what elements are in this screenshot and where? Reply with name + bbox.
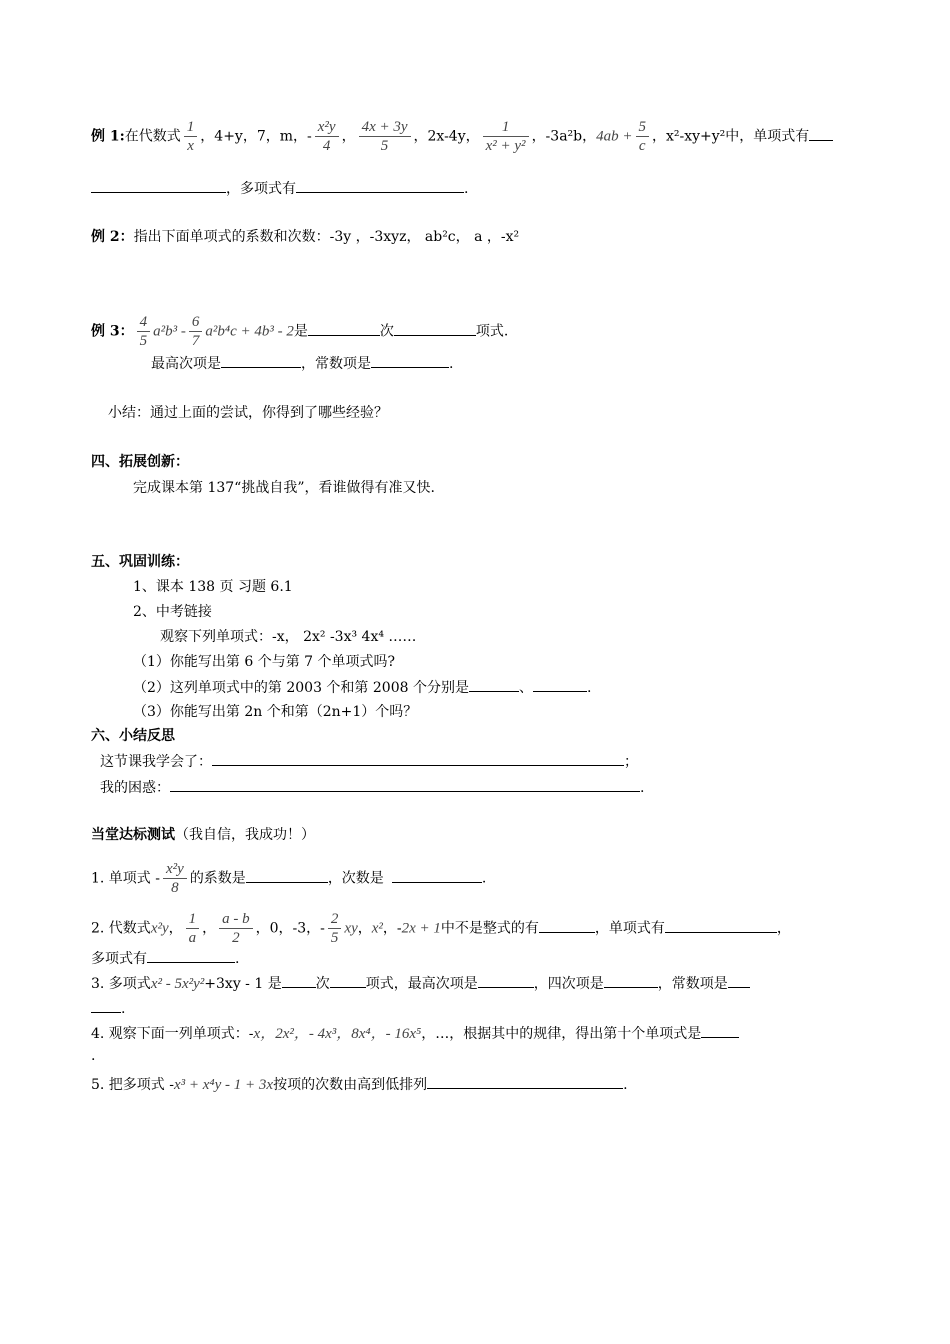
reflection-confusion: [100, 777, 644, 798]
numerator: 4: [137, 313, 151, 332]
numerator: x²y: [163, 860, 187, 879]
text: ，: [168, 920, 183, 937]
test-question-2: [91, 910, 791, 947]
text: 次: [315, 976, 330, 992]
denominator: c: [638, 138, 646, 154]
test-question-1: [91, 860, 486, 897]
text: ，x²-xy+y²中，单项式有: [652, 128, 810, 145]
text: ，: [341, 128, 356, 145]
answer-blank[interactable]: [91, 178, 226, 193]
text: 这节课我学会了：: [100, 754, 212, 770]
text: ，: [202, 920, 217, 937]
answer-blank[interactable]: [170, 777, 640, 792]
fraction: [315, 118, 339, 155]
math-expression: x²y: [150, 920, 169, 937]
numerator: 2: [328, 910, 342, 929]
text: ，: [776, 920, 791, 937]
answer-blank[interactable]: [330, 973, 366, 988]
text: .: [449, 356, 454, 372]
example-1-label: 例 1:: [91, 128, 125, 145]
fraction: [137, 313, 151, 350]
numerator: 4x + 3y: [359, 118, 411, 137]
denominator: 7: [191, 333, 200, 349]
example-3-label: 例 3：: [91, 323, 134, 340]
text: 在代数式: [124, 128, 181, 145]
numerator: 5: [636, 118, 650, 137]
reflection-learned: [100, 751, 638, 772]
denominator: 5: [380, 138, 389, 154]
numerator: 1: [483, 118, 529, 137]
math-expression: x³ + x⁴y - 1 + 3x: [174, 1077, 274, 1093]
test-question-2-line2: [91, 948, 239, 969]
fraction: [636, 118, 650, 155]
denominator: 5: [330, 930, 339, 946]
example-2-text: 指出下面单项式的系数和次数：-3y ，-3xyz， ab²c， a ，-x²: [133, 229, 520, 245]
text: ，-3a²b，: [531, 128, 597, 145]
numerator: 1: [186, 910, 200, 929]
answer-blank[interactable]: [221, 353, 301, 368]
text: 项式.: [475, 323, 509, 340]
text: ，-: [382, 920, 402, 937]
answer-blank[interactable]: [394, 321, 476, 336]
section-4-text: 完成课本第 137“挑战自我”，看谁做得有准又快.: [133, 480, 435, 496]
text: ，常数项是: [301, 356, 371, 372]
fraction: [359, 118, 411, 155]
text: ，四次项是: [533, 976, 604, 992]
text: 4. 观察下面一列单项式：-: [91, 1026, 254, 1042]
answer-blank[interactable]: [469, 677, 519, 692]
example-3-line1: [91, 313, 508, 350]
section-5-question-2: [133, 677, 591, 698]
text: ，常数项是: [657, 976, 728, 992]
example-2-label: 例 2：: [91, 229, 134, 245]
section-4-title: 四、拓展创新：: [91, 454, 189, 470]
fraction: [328, 910, 342, 947]
text: 我的困惑：: [100, 780, 170, 796]
fraction: [163, 860, 187, 897]
text: 当堂达标测试: [91, 827, 175, 843]
section-5-title: 五、巩固训练：: [91, 554, 189, 570]
math-expression: x²: [371, 920, 383, 937]
text: 多项式有: [91, 951, 147, 967]
text: 5. 把多项式 -: [91, 1077, 174, 1093]
denominator: 2: [232, 930, 240, 946]
math-expression: 2x + 1: [401, 920, 441, 937]
test-question-3: [91, 973, 750, 994]
text: -: [307, 128, 312, 145]
answer-blank[interactable]: [371, 353, 449, 368]
text: ，多项式有: [226, 181, 296, 197]
denominator: a: [188, 930, 197, 946]
section-6-title: 六、小结反思: [91, 728, 175, 744]
answer-blank[interactable]: [91, 998, 121, 1013]
text: ，单项式有: [594, 920, 665, 937]
answer-blank[interactable]: [701, 1023, 739, 1038]
text: 2. 代数式: [91, 920, 151, 937]
answer-blank[interactable]: [809, 126, 833, 141]
text: 按项的次数由高到低排列: [273, 1077, 428, 1093]
answer-blank[interactable]: [728, 973, 750, 988]
answer-blank[interactable]: [665, 918, 777, 933]
text: 中不是整式的有: [440, 920, 539, 937]
answer-blank[interactable]: [392, 868, 482, 883]
fraction: [189, 313, 203, 350]
fraction: [184, 118, 198, 155]
text: ，次数是: [327, 870, 384, 887]
text: .: [623, 1077, 628, 1093]
answer-blank[interactable]: [427, 1074, 623, 1089]
text: .: [121, 1001, 126, 1017]
text: ；: [624, 754, 638, 770]
text: ，4+y，7，m，: [200, 128, 308, 145]
text: .: [481, 870, 487, 887]
example-1-line1: [91, 118, 833, 155]
text: 是: [293, 323, 308, 340]
text: .: [464, 181, 469, 197]
numerator: a - b: [219, 910, 253, 929]
text: ，: [357, 920, 372, 937]
denominator: x² + y²: [485, 138, 526, 154]
math-expression: xy: [344, 920, 358, 937]
text: 3. 多项式: [91, 976, 151, 992]
answer-blank[interactable]: [604, 973, 658, 988]
text: .: [640, 780, 645, 796]
section-5-item-2: 2、中考链接: [133, 604, 212, 620]
answer-blank[interactable]: [212, 751, 624, 766]
fraction: [219, 910, 253, 947]
fraction: [483, 118, 529, 155]
text: 的系数是: [189, 870, 246, 887]
test-question-5: [91, 1074, 628, 1095]
denominator: 5: [139, 333, 148, 349]
test-question-4-line2: .: [91, 1048, 96, 1064]
answer-blank[interactable]: [539, 918, 595, 933]
fraction: [186, 910, 200, 947]
math-expression: x，2x²，- 4x³，8x⁴，- 16x⁵: [253, 1026, 422, 1042]
numerator: x²y: [315, 118, 339, 137]
text: .: [586, 680, 592, 696]
answer-blank[interactable]: [296, 178, 464, 193]
text: 、: [518, 680, 533, 696]
example-3-line2: [151, 353, 453, 374]
answer-blank[interactable]: [282, 973, 316, 988]
answer-blank[interactable]: [246, 868, 328, 883]
answer-blank[interactable]: [147, 948, 235, 963]
text: 最高次项是: [151, 356, 221, 372]
numerator: 6: [189, 313, 203, 332]
numerator: 1: [184, 118, 198, 137]
answer-blank[interactable]: [533, 677, 587, 692]
math-expression: a²b³ -: [153, 323, 186, 340]
test-question-4: [91, 1023, 739, 1044]
math-expression: a²b⁴c + 4b³ - 2: [205, 323, 294, 340]
text: 项式，最高次项是: [365, 976, 478, 992]
section-5-item-1: 1、课本 138 页 习题 6.1: [133, 579, 293, 595]
text: 1. 单项式 -: [91, 870, 160, 887]
section-5-question-3: （3）你能写出第 2n 个和第（2n+1）个吗？: [133, 704, 418, 720]
text: （我自信，我成功！）: [175, 827, 315, 843]
math-expression: x² - 5x²y²: [150, 976, 205, 992]
denominator: 4: [322, 138, 331, 154]
text: ，…，根据其中的规律，得出第十个单项式是: [421, 1026, 702, 1042]
summary: 小结：通过上面的尝试，你得到了哪些经验？: [108, 405, 388, 421]
example-1-line2: [91, 178, 468, 199]
math-expression: 4ab +: [596, 128, 633, 145]
test-title: [91, 825, 315, 845]
text: （2）这列单项式中的第 2003 个和第 2008 个分别是: [133, 680, 469, 696]
answer-blank[interactable]: [478, 973, 534, 988]
text: 次: [379, 323, 394, 340]
test-question-3-line2: [91, 998, 125, 1019]
denominator: 8: [171, 880, 179, 896]
example-2: [91, 227, 519, 247]
answer-blank[interactable]: [308, 321, 380, 336]
text: ，0，-3，-: [255, 920, 325, 937]
text: .: [235, 951, 240, 967]
section-5-item-3: 观察下列单项式：-x， 2x² -3x³ 4x⁴ ……: [160, 629, 417, 645]
denominator: x: [187, 138, 194, 154]
text: +3xy - 1 是: [204, 976, 282, 992]
section-5-question-1: （1）你能写出第 6 个与第 7 个单项式吗?: [133, 654, 396, 670]
text: ，2x-4y，: [413, 128, 480, 145]
